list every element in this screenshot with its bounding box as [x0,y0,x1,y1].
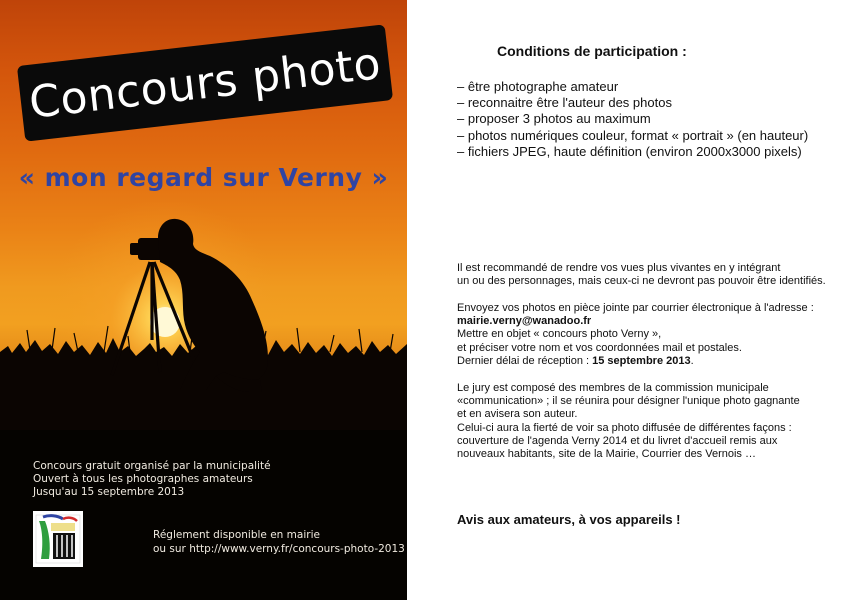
rules-info [153,528,405,556]
jury-line: nouveaux habitants, site de la Mairie, Courrier des Vernois … [457,448,756,461]
condition-item: – photos numériques couleur, format « portrait » (en hauteur) [457,127,809,143]
verny-logo [33,511,83,567]
details-block [457,262,826,461]
jury-line: couverture de l'agenda Verny 2014 et du livret d'accueil remis aux [457,434,778,447]
condition-item: – fichiers JPEG, haute définition (environ 2000x3000 pixels) [457,143,802,159]
recommendation-line: Il est recommandé de rendre vos vues plus vivantes en y intégrant [457,262,781,274]
submission-intro: Envoyez vos photos en pièce jointe par courrier électronique à l'adresse : [457,301,814,314]
deadline-line: Dernier délai de réception : 15 septembre 2013. [457,355,694,368]
organizer-info [33,460,271,499]
organizer-line: Concours gratuit organisé par la municipalité [33,460,271,472]
poster-subtitle: « mon regard sur Verny » [18,163,389,192]
closing-message: Avis aux amateurs, à vos appareils ! [457,512,681,527]
rules-link[interactable]: ou sur http://www.verny.fr/concours-photo-2013 [153,543,405,555]
contest-poster [0,0,407,600]
poster-title: Concours photo [26,37,384,129]
condition-item: – être photographe amateur [457,79,619,94]
subject-line: Mettre en objet « concours photo Verny », [457,328,662,341]
jury-line: Le jury est composé des membres de la commission municipale [457,381,769,394]
recommendation-line: un ou des personnages, mais ceux-ci ne devront pas pouvoir être identifiés. [457,275,826,288]
rules-line: Réglement disponible en mairie [153,529,320,541]
organizer-line: Ouvert à tous les photographes amateurs [33,473,253,485]
conditions-list [457,79,808,160]
condition-item: – reconnaitre être l'auteur des photos [457,95,672,111]
jury-line: Celui-ci aura la fierté de voir sa photo diffusée de différentes façons : [457,421,792,434]
condition-item: – proposer 3 photos au maximum [457,111,651,127]
jury-line: «communication» ; il se réunira pour désigner l'unique photo gagnante [457,394,800,407]
jury-line: et en avisera son auteur. [457,408,578,421]
contact-email[interactable]: mairie.verny@wanadoo.fr [457,315,592,328]
contact-line: et préciser votre nom et vos coordonnées mail et postales. [457,341,742,354]
organizer-line: Jusqu'au 15 septembre 2013 [33,486,185,498]
deadline-label: Dernier délai de réception : [457,355,593,368]
conditions-heading: Conditions de participation : [497,43,687,59]
deadline-date: 15 septembre 2013 [592,355,691,368]
